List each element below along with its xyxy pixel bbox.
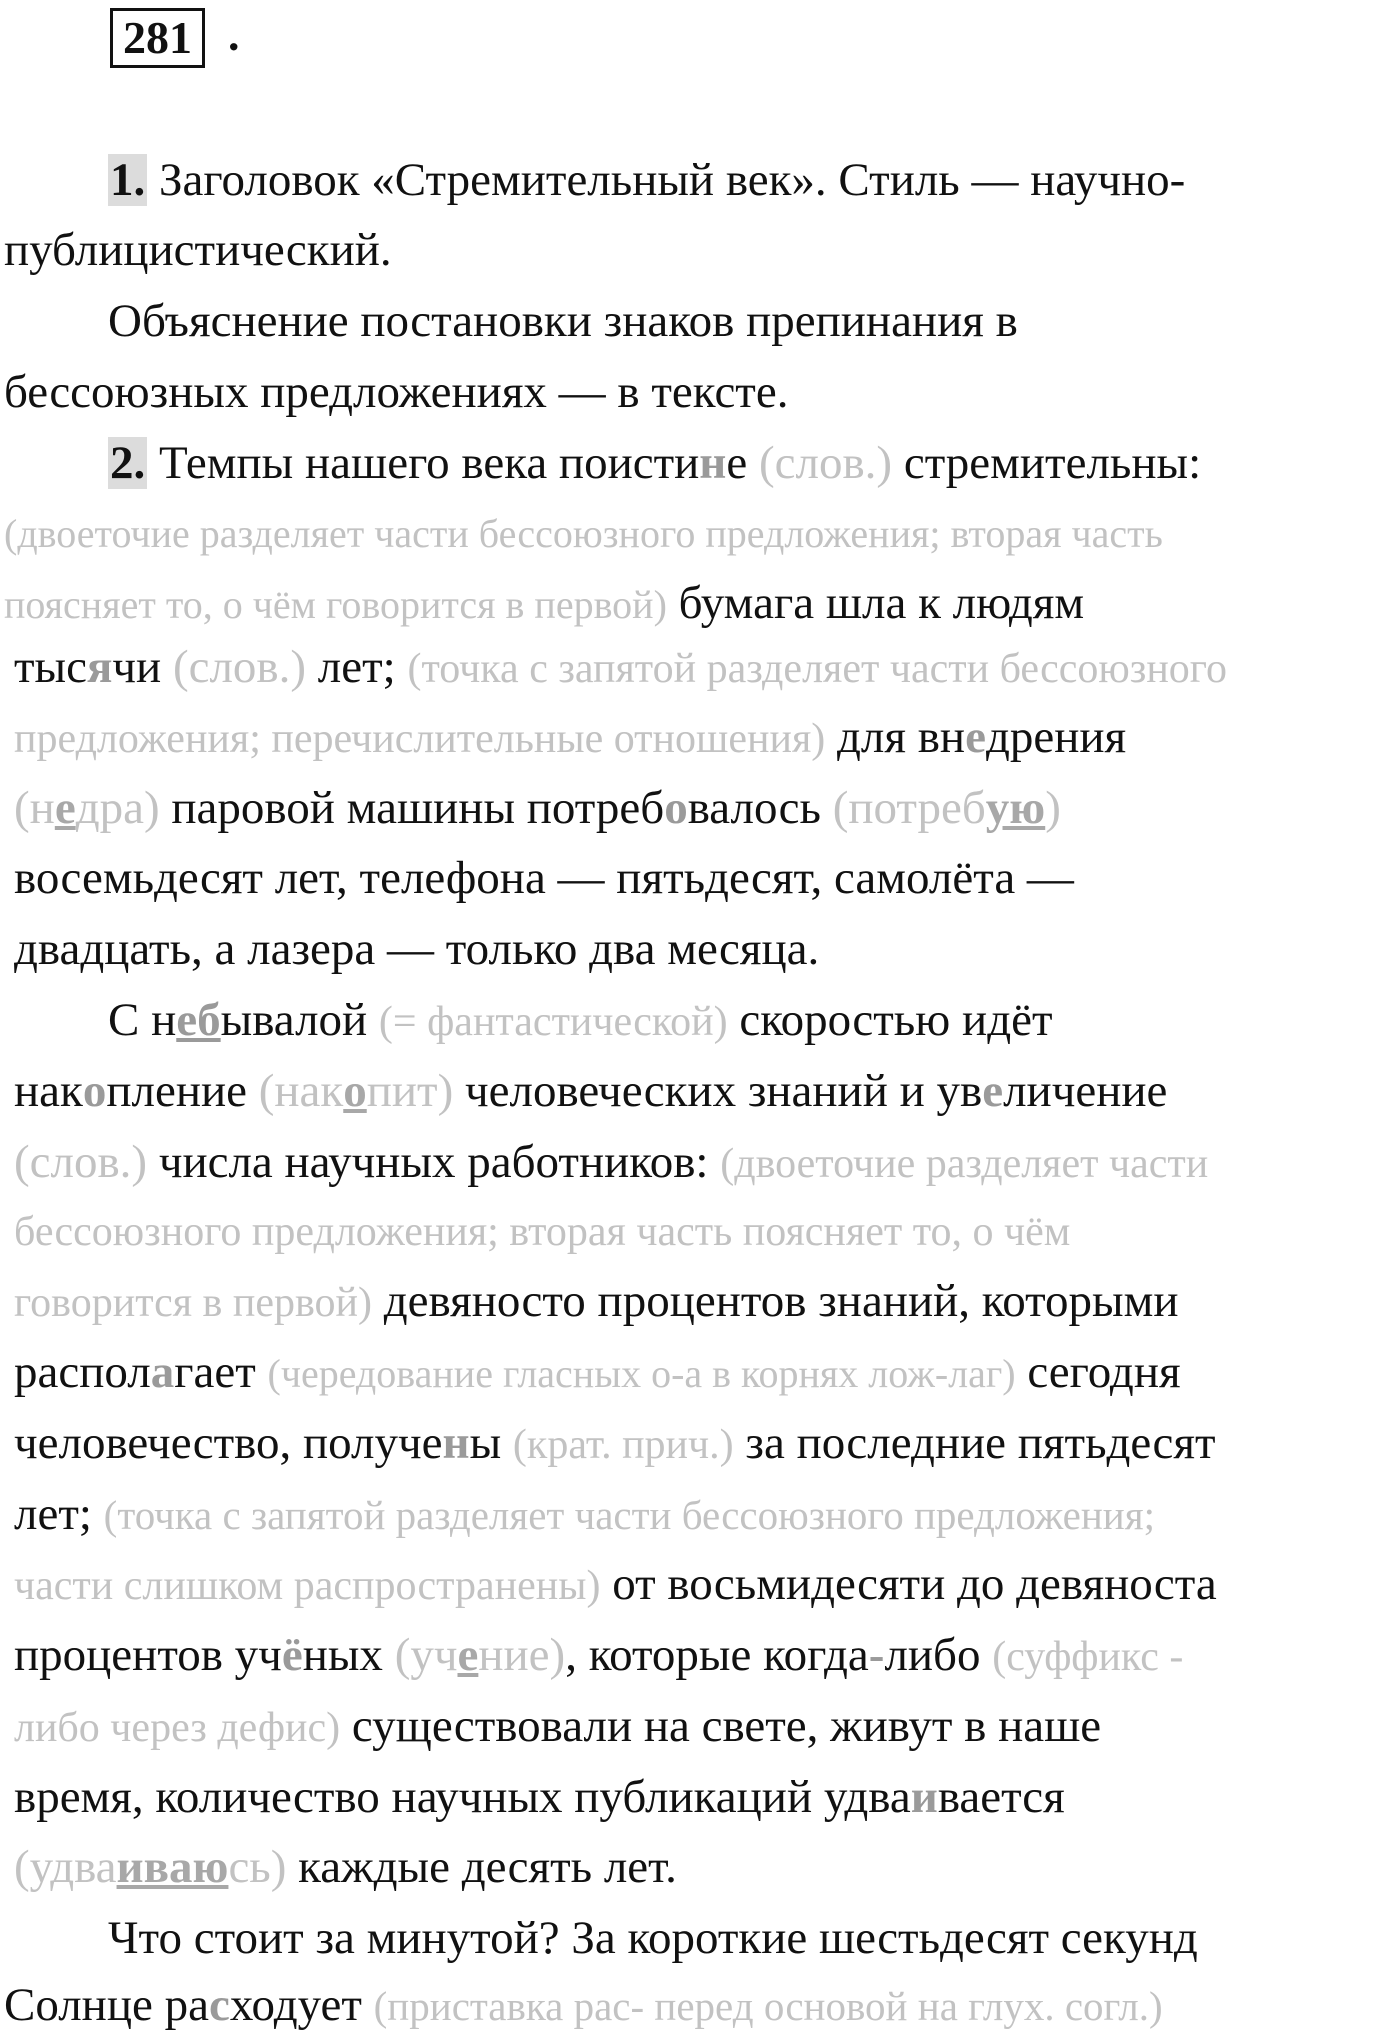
text: , которые когда [565, 1629, 869, 1681]
paragraph-3-line-12 [14, 1762, 1065, 1832]
paragraph-3-line-13 [14, 1832, 677, 1902]
comment: (= фантастической) [378, 999, 728, 1045]
text: девяносто процентов знаний, которыми [383, 1275, 1179, 1327]
text: личение [1003, 1065, 1168, 1117]
paragraph-3-line-11 [14, 1691, 1101, 1761]
text: дрения [985, 711, 1127, 763]
text: ходует [229, 1979, 362, 2031]
paragraph-2-line-5 [14, 702, 1126, 772]
text: чи [112, 641, 162, 693]
text: бессоюзных предложениях — в тексте. [4, 366, 789, 418]
text: от восьмидесяти до девяноста [612, 1558, 1217, 1610]
highlight-letter: е [982, 1065, 1004, 1117]
highlight-letter: о [82, 1065, 107, 1117]
comment: (приставка рас- перед основой на глух. согл.) [373, 1983, 1163, 2029]
text: гает [174, 1346, 256, 1398]
comment: (удва [14, 1841, 117, 1893]
highlight-letter: е [965, 711, 986, 763]
comment: части слишком распространены) [14, 1563, 601, 1609]
highlight-letter: еб [176, 994, 221, 1046]
text: Что стоит за минутой? За короткие шестьдесят секунд [108, 1912, 1198, 1964]
comment: предложения; перечислительные отношения) [14, 716, 826, 762]
comment: (чередование гласных о-а в корнях лож-лаг) [267, 1351, 1016, 1396]
comment: либо через дефис) [14, 1705, 341, 1751]
text: восемьдесят лет, телефона — пятьдесят, самолёта — [14, 852, 1074, 904]
paragraph-3-line-6 [14, 1337, 1181, 1407]
comment: (нак [258, 1065, 344, 1117]
text: пление [106, 1065, 247, 1117]
text: за последние пятьдесят [745, 1417, 1216, 1469]
text: е [726, 437, 748, 489]
paragraph-2-line-3 [4, 568, 1084, 638]
text: С н [108, 994, 177, 1046]
text: скоростью идёт [739, 994, 1053, 1046]
task-number-dot: . [228, 9, 240, 60]
text: время, количество научных публикаций удва [14, 1771, 911, 1823]
comment-underline: ую [985, 782, 1046, 834]
highlight-letter: н [442, 1417, 470, 1469]
paragraph-3-line-7 [14, 1408, 1215, 1478]
comment: ние) [478, 1629, 566, 1681]
comment: (суффикс - [992, 1634, 1184, 1680]
text: нак [14, 1065, 83, 1117]
text: либо [884, 1629, 981, 1681]
highlight-letter: о [664, 782, 688, 834]
paragraph-2-line-4 [14, 632, 1227, 702]
highlight-letter: ё [281, 1629, 303, 1681]
paragraph-2-line-8 [14, 914, 819, 984]
comment: (точка с запятой разделяет части бессоюзного предложения; [103, 1492, 1155, 1538]
paragraph-1-line-3 [108, 286, 1018, 356]
paragraph-1-line-2 [4, 215, 392, 285]
paragraph-3-line-3 [14, 1127, 1208, 1197]
text: Объяснение постановки знаков препинания в [108, 295, 1018, 347]
paragraph-3-line-8 [14, 1479, 1155, 1549]
paragraph-3-line-10 [14, 1620, 1183, 1690]
comment: (слов.) [759, 437, 893, 489]
comment: дра) [75, 782, 160, 834]
comment: бессоюзного предложения; вторая часть поясняет то, о чём [14, 1209, 1071, 1255]
text: двадцать, а лазера — только два месяца. [14, 923, 820, 975]
text: валось [687, 782, 821, 834]
text: человеческих знаний и ув [465, 1065, 983, 1117]
comment: (уч [394, 1629, 458, 1681]
text: Темпы нашего века поисти [159, 437, 700, 489]
paragraph-3-line-4 [14, 1197, 1070, 1267]
text: тыс [14, 641, 87, 693]
text: лет; [14, 1488, 92, 1540]
text: числа научных работников: [158, 1136, 709, 1188]
paragraph-1-line-4 [4, 357, 788, 427]
task-number: 281 [110, 8, 205, 68]
highlight-letter: я [86, 641, 113, 693]
comment: (двоеточие разделяет части [720, 1141, 1209, 1187]
highlight-letter: а [150, 1346, 175, 1398]
comment: (потреб [832, 782, 986, 834]
paragraph-2-line-2 [4, 499, 1163, 569]
item-number-2: 2. [110, 437, 146, 489]
item-number-1: 1. [110, 154, 146, 206]
text: публицистический. [4, 224, 392, 276]
text: ы [469, 1417, 502, 1469]
comment-underline: иваю [116, 1841, 229, 1893]
text: ных [302, 1629, 383, 1681]
text: лет; [317, 641, 396, 693]
paragraph-2-line-6 [14, 773, 1061, 843]
comment-underline: е [457, 1629, 479, 1681]
comment: (крат. прич.) [512, 1422, 734, 1468]
text: человечество, получе [14, 1417, 443, 1469]
highlight-letter: - [868, 1629, 885, 1681]
comment: (н [14, 782, 55, 834]
comment: сь) [228, 1841, 287, 1893]
paragraph-3-line-9 [14, 1549, 1217, 1619]
comment-underline: е [54, 782, 76, 834]
paragraph-1-line-1 [108, 145, 1185, 215]
paragraph-4-line-2 [4, 1970, 1163, 2040]
paragraph-3-line-2 [14, 1056, 1167, 1126]
paragraph-4-line-1 [108, 1903, 1198, 1973]
text: паровой машины потреб [171, 782, 665, 834]
text: вается [937, 1771, 1065, 1823]
highlight-letter: и [910, 1771, 938, 1823]
comment: ) [1045, 782, 1061, 834]
paragraph-3-line-1 [108, 985, 1053, 1055]
comment: пит) [366, 1065, 454, 1117]
paragraph-2-line-7 [14, 843, 1074, 913]
text: сегодня [1027, 1346, 1181, 1398]
text: распол [14, 1346, 151, 1398]
paragraph-3-line-5 [14, 1266, 1179, 1336]
comment: (точка с запятой разделяет части бессоюзного [407, 646, 1227, 692]
text: бумага шла к людям [678, 577, 1085, 629]
paragraph-2-line-1 [108, 428, 1201, 498]
text: процентов уч [14, 1629, 282, 1681]
comment: (двоеточие разделяет части бессоюзного предложения; вторая часть [4, 511, 1163, 556]
text: стремительны: [903, 437, 1202, 489]
comment: (слов.) [172, 641, 307, 693]
text: существовали на свете, живут в наше [351, 1700, 1102, 1752]
highlight-letter: с [208, 1979, 230, 2031]
comment: (слов.) [14, 1136, 148, 1188]
text: для вн [837, 711, 966, 763]
text: каждые десять лет. [298, 1841, 677, 1893]
comment-underline: о [343, 1065, 367, 1117]
text: Заголовок «Стремительный век». Стиль — научно- [159, 154, 1186, 206]
text: ывалой [220, 994, 368, 1046]
highlight-letter: н [699, 437, 727, 489]
comment: поясняет то, о чём говорится в первой) [4, 582, 667, 627]
comment: говорится в первой) [14, 1280, 372, 1326]
text: Солнце ра [4, 1979, 209, 2031]
